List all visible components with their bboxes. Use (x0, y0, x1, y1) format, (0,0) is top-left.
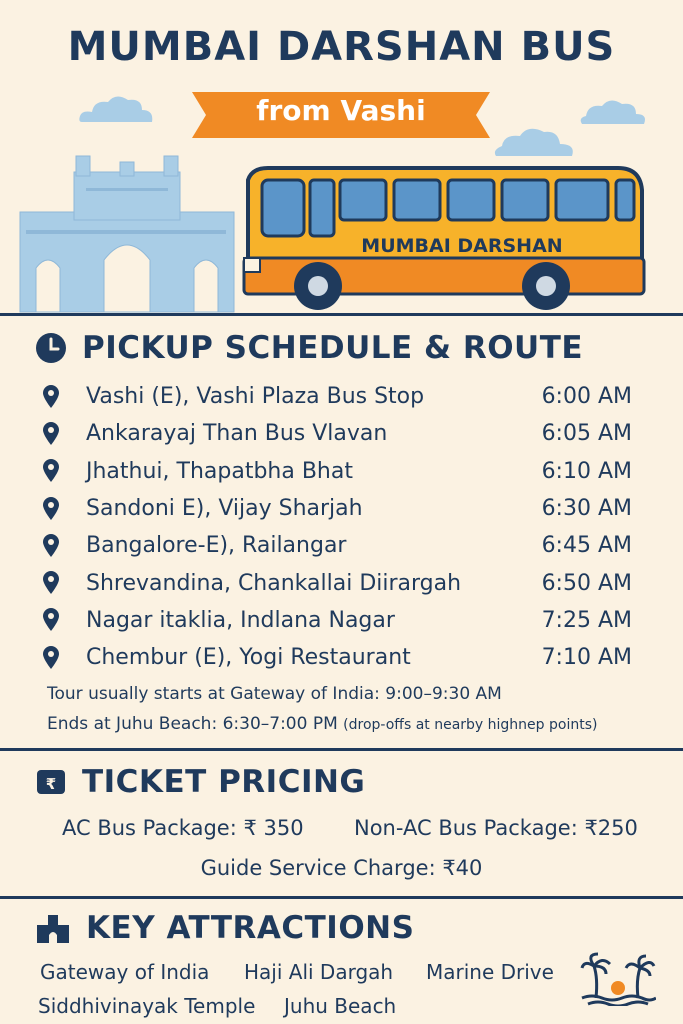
stop-time: 6:05 AM (541, 421, 632, 447)
location-pin-icon (40, 571, 62, 595)
attraction-item: Siddhivinayak Temple (38, 994, 256, 1018)
guide-charge: Guide Service Charge: ₹40 (200, 856, 483, 880)
tour-end-dropoff-note: (drop-offs at nearby highnep points) (343, 717, 598, 733)
attractions-title: KEY ATTRACTIONS (86, 910, 415, 946)
subtitle: from Vashi (256, 94, 426, 127)
stop-list (40, 378, 640, 676)
divider (0, 313, 683, 316)
attraction-item: Juhu Beach (284, 994, 397, 1018)
list-item (40, 527, 640, 564)
location-pin-icon (40, 459, 62, 483)
stop-name: Sandoni E), Vijay Sharjah (86, 496, 363, 522)
svg-text:₹: ₹ (45, 775, 57, 793)
cloud-icon (578, 96, 648, 126)
list-item (40, 378, 640, 415)
location-pin-icon (40, 646, 62, 670)
list-item (40, 453, 640, 490)
ticket-icon (34, 765, 68, 799)
pricing-header (34, 764, 365, 800)
stop-time: 7:25 AM (541, 607, 632, 633)
hero-illustration (0, 140, 683, 316)
stop-time: 6:10 AM (541, 458, 632, 484)
stop-name: Bangalore-E), Railangar (86, 533, 347, 559)
stop-name: Ankarayaj Than Bus Vlavan (86, 421, 388, 447)
stop-name: Shrevandina, Chankallai Diirargah (86, 570, 462, 596)
stop-time: 6:30 AM (541, 496, 632, 522)
stop-name: Nagar itaklia, Indlana Nagar (86, 607, 395, 633)
attractions-header (34, 910, 414, 946)
gateway-of-india-icon (20, 156, 234, 312)
location-pin-icon (40, 608, 62, 632)
bus-icon (244, 168, 644, 310)
stop-name: Vashi (E), Vashi Plaza Bus Stop (86, 384, 425, 410)
stop-time: 6:00 AM (541, 384, 632, 410)
page-title: MUMBAI DARSHAN BUS (67, 24, 616, 70)
list-item (40, 639, 640, 676)
list-item (40, 415, 640, 452)
stop-time: 6:50 AM (541, 570, 632, 596)
pricing-title: TICKET PRICING (82, 764, 366, 800)
location-pin-icon (40, 422, 62, 446)
tour-end-text: Ends at Juhu Beach: 6:30–7:00 PM (47, 714, 338, 734)
monument-icon (34, 911, 72, 945)
tour-start-note: Tour usually starts at Gateway of India: 9:00–9:30 AM (47, 684, 502, 704)
stop-name: Jhathui, Thapatbha Bhat (86, 458, 353, 484)
ac-price: AC Bus Package: ₹ 350 (62, 816, 304, 840)
attraction-item: Marine Drive (426, 960, 554, 984)
stop-time: 6:45 AM (541, 533, 632, 559)
tour-end-note (47, 714, 597, 734)
list-item (40, 490, 640, 527)
divider (0, 748, 683, 751)
divider (0, 896, 683, 899)
non-ac-price: Non-AC Bus Package: ₹250 (354, 816, 638, 840)
attraction-item: Gateway of India (40, 960, 210, 984)
cloud-icon (76, 92, 156, 124)
clock-icon (34, 331, 68, 365)
schedule-header (34, 330, 583, 366)
stop-name: Chembur (E), Yogi Restaurant (86, 645, 411, 671)
location-pin-icon (40, 497, 62, 521)
location-pin-icon (40, 385, 62, 409)
beach-palm-icon (580, 952, 656, 1006)
attraction-item: Haji Ali Dargah (244, 960, 394, 984)
list-item (40, 602, 640, 639)
bus-label: MUMBAI DARSHAN (361, 235, 563, 257)
schedule-title: PICKUP SCHEDULE & ROUTE (82, 330, 584, 366)
list-item (40, 564, 640, 601)
location-pin-icon (40, 534, 62, 558)
stop-time: 7:10 AM (541, 645, 632, 671)
